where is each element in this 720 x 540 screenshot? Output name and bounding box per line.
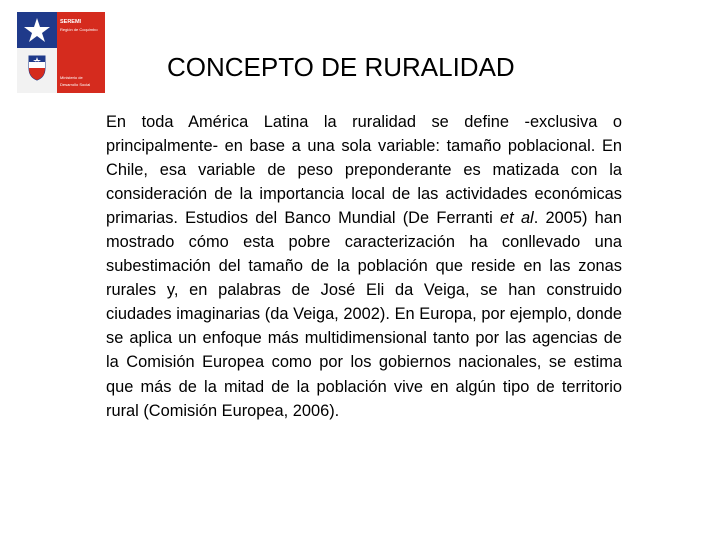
logo-line-2: Región de Coquimbo	[60, 27, 98, 32]
logo-line-4: Desarrollo Social	[60, 82, 91, 87]
page-title: CONCEPTO DE RURALIDAD	[167, 52, 515, 82]
star-icon	[23, 17, 51, 43]
coat-of-arms-icon	[25, 52, 49, 82]
paragraph-italic: et al	[500, 209, 534, 228]
paragraph-text-2: . 2005) han mostrado cómo esta pobre caracterización ha conllevado una subestimación del tamaño de la población que reside en las zonas rurales y, en palabras de José Eli da Veiga, se han construido ciudades imaginarias (da Veiga, 2002). En Europa, por ejemplo, donde se aplica un enfoque más multidimensional tanto por las agencias de la Comisión Europea como por los gobiernos nacionales, se estima que más de la mitad de la población vive en algún tipo de territorio rural (Comisión Europea, 2006).	[106, 209, 622, 420]
ministry-logo	[17, 12, 105, 93]
body-paragraph	[106, 110, 622, 423]
logo-line-3: Ministerio de	[60, 75, 83, 80]
paragraph-text-1: En toda América Latina la ruralidad se define -exclusiva o principalmente- en base a una sola variable: tamaño poblacional. En Chile, esa variable de peso preponderante es matizada con la consideración de la importancia local de las actividades económicas primarias. Estudios del Banco Mundial (De Ferranti	[106, 113, 622, 228]
logo-line-1: SEREMI	[60, 19, 82, 25]
